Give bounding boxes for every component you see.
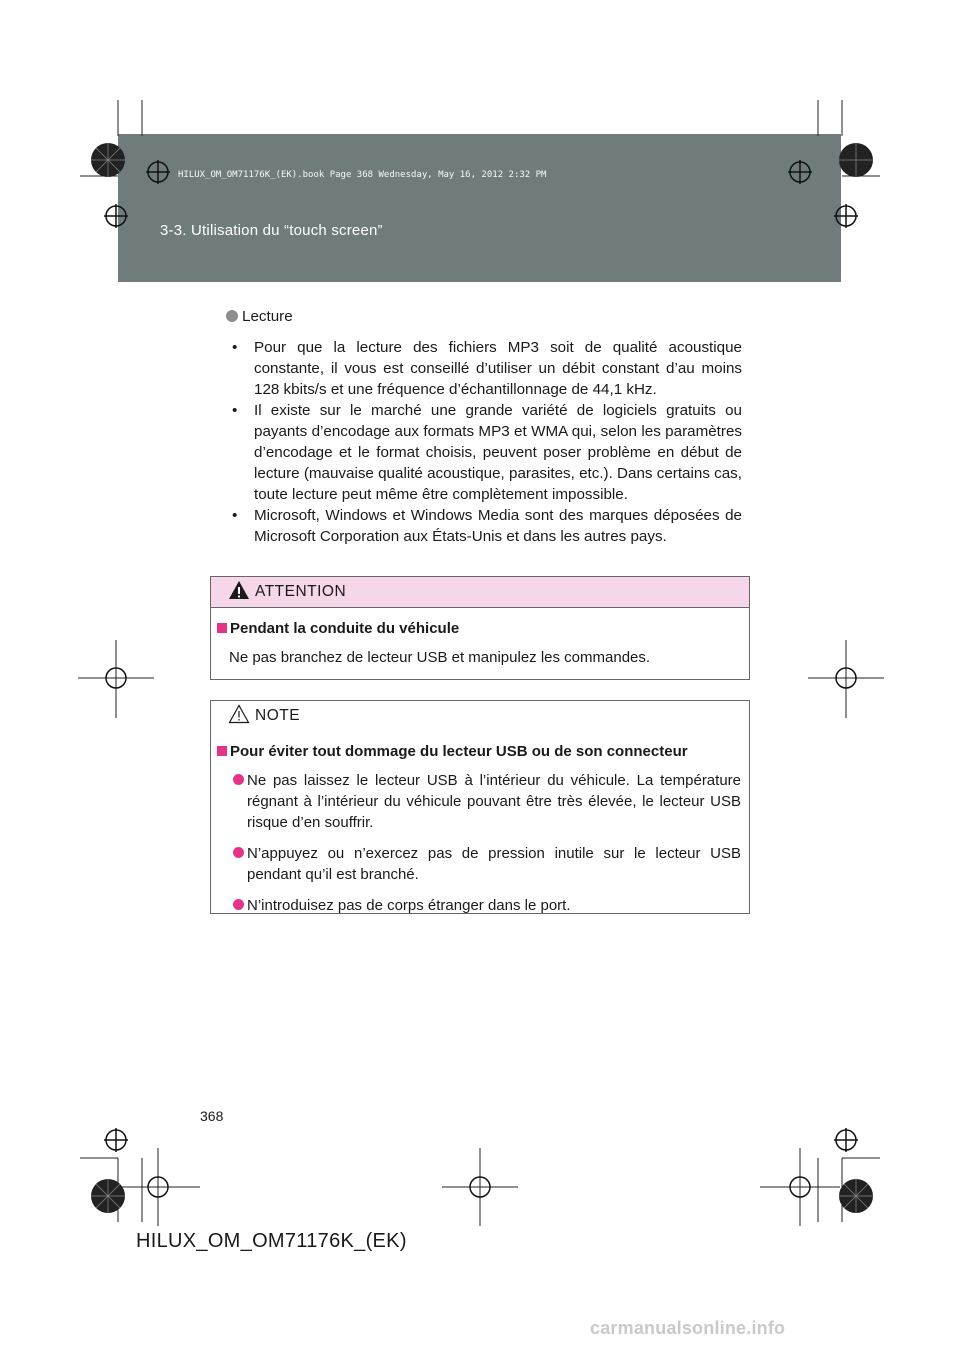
note-item: Ne pas laissez le lecteur USB à l’intérieur du véhicule. La température régnant à l’intérieur du véhicule pouvant être très élevée, le lecteur USB risque d’en souffrir. xyxy=(217,770,741,833)
list-item: • Microsoft, Windows et Windows Media sont des marques déposées de Microsoft Corporation aux États-Unis et dans les autres pays. xyxy=(232,507,742,545)
list-item: • Pour que la lecture des fichiers MP3 soit de qualité acoustique constante, il vous est conseillé d’utiliser un débit constant d’au moins 128 kbits/s et une fréquence d’échantillonnage de 44,1 kHz. xyxy=(232,339,742,398)
document-code: HILUX_OM_OM71176K_(EK) xyxy=(136,1230,407,1252)
watermark: carmanualsonline.info xyxy=(590,1318,786,1338)
attention-title: Pendant la conduite du véhicule xyxy=(217,618,741,639)
attention-label: ATTENTION xyxy=(255,583,347,600)
bullet-marker: • xyxy=(232,402,238,419)
attention-text: Ne pas branchez de lecteur USB et manipulez les commandes. xyxy=(229,649,651,666)
section-title: 3-3. Utilisation du “touch screen” xyxy=(160,222,383,239)
note-label: NOTE xyxy=(255,707,301,724)
note-item: N’introduisez pas de corps étranger dans le port. xyxy=(217,895,741,916)
list-item: • Il existe sur le marché une grande variété de logiciels gratuits ou payants d’encodage aux formats MP3 et WMA qui, selon les paramètres d’encodage et le format choisis, peuvent poser problème en début de lecture (mauvaise qualité acoustique, parasites, etc.). Dans certains cas, toute lecture peut même être complètement impossible. xyxy=(232,402,742,503)
bullet-marker: • xyxy=(232,507,238,524)
book-stamp: HILUX_OM_OM71176K_(EK).book Page 368 Wednesday, May 16, 2012 2:32 PM xyxy=(178,170,547,180)
bullet-marker: • xyxy=(232,339,238,356)
note-item: N’appuyez ou n’exercez pas de pression inutile sur le lecteur USB pendant qu’il est branché. xyxy=(217,843,741,885)
note-title: Pour éviter tout dommage du lecteur USB ou de son connecteur xyxy=(217,741,741,762)
page-number: 368 xyxy=(200,1108,224,1124)
bullet-heading-label: Lecture xyxy=(242,308,293,325)
